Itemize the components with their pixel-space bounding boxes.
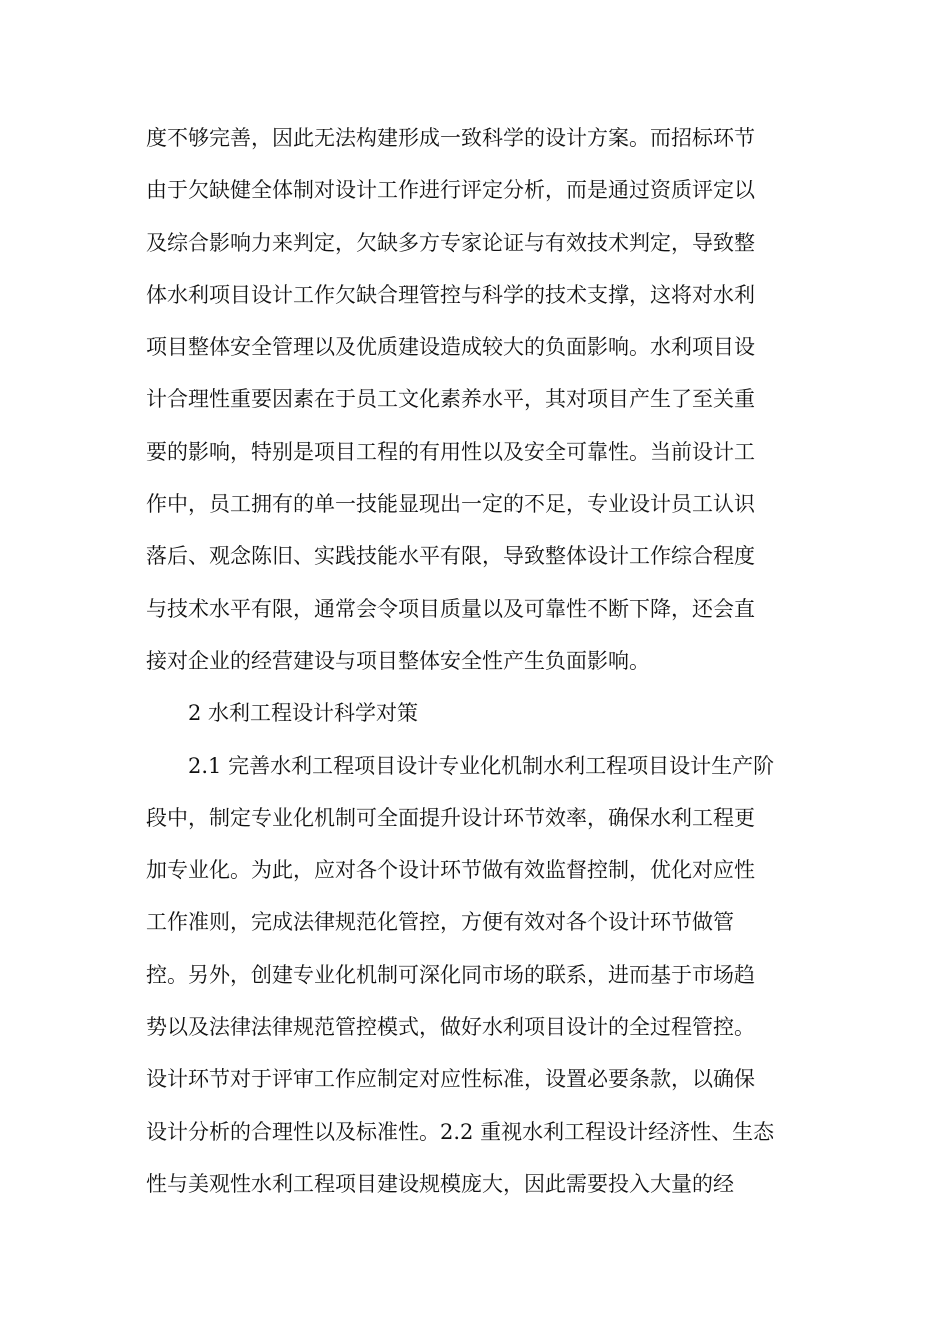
text-line: 性与美观性水利工程项目建设规模庞大，因此需要投入大量的经: [146, 1171, 734, 1196]
body-text: [146, 118, 806, 1216]
text-line: 要的影响，特别是项目工程的有用性以及安全可靠性。当前设计工: [146, 439, 755, 464]
text-line: 落后、观念陈旧、实践技能水平有限，导致整体设计工作综合程度: [146, 544, 755, 569]
text-line: 势以及法律法律规范管控模式，做好水利项目设计的全过程管控。: [146, 1015, 755, 1040]
text-line: 2.1 完善水利工程项目设计专业化机制水利工程项目设计生产阶: [188, 753, 775, 778]
text-line: 控。另外，创建专业化机制可深化同市场的联系，进而基于市场趋: [146, 962, 755, 987]
text-line: 工作准则，完成法律规范化管控，方便有效对各个设计环节做管: [146, 910, 734, 935]
text-line: 度不够完善，因此无法构建形成一致科学的设计方案。而招标环节: [146, 126, 755, 150]
text-line: 由于欠缺健全体制对设计工作进行评定分析，而是通过资质评定以: [146, 178, 755, 203]
text-line: 设计环节对于评审工作应制定对应性标准，设置必要条款，以确保: [146, 1067, 755, 1092]
text-line: 加专业化。为此，应对各个设计环节做有效监督控制，优化对应性: [146, 858, 755, 883]
text-line: 作中，员工拥有的单一技能显现出一定的不足，专业设计员工认识: [146, 492, 755, 517]
text-line: 接对企业的经营建设与项目整体安全性产生负面影响。: [146, 648, 650, 673]
text-line: 项目整体安全管理以及优质建设造成较大的负面影响。水利项目设: [146, 335, 755, 360]
text-line: 计合理性重要因素在于员工文化素养水平，其对项目产生了至关重: [146, 387, 755, 412]
text-line: 2 水利工程设计科学对策: [188, 701, 419, 726]
text-line: 体水利项目设计工作欠缺合理管控与科学的技术支撑，这将对水利: [146, 282, 755, 307]
text-line: 段中，制定专业化机制可全面提升设计环节效率，确保水利工程更: [146, 805, 755, 830]
text-line: 及综合影响力来判定，欠缺多方专家论证与有效技术判定，导致整: [146, 230, 755, 255]
text-line: 设计分析的合理性以及标准性。2.2 重视水利工程设计经济性、生态: [146, 1119, 775, 1144]
text-line: 与技术水平有限，通常会令项目质量以及可靠性不断下降，还会直: [146, 596, 755, 621]
